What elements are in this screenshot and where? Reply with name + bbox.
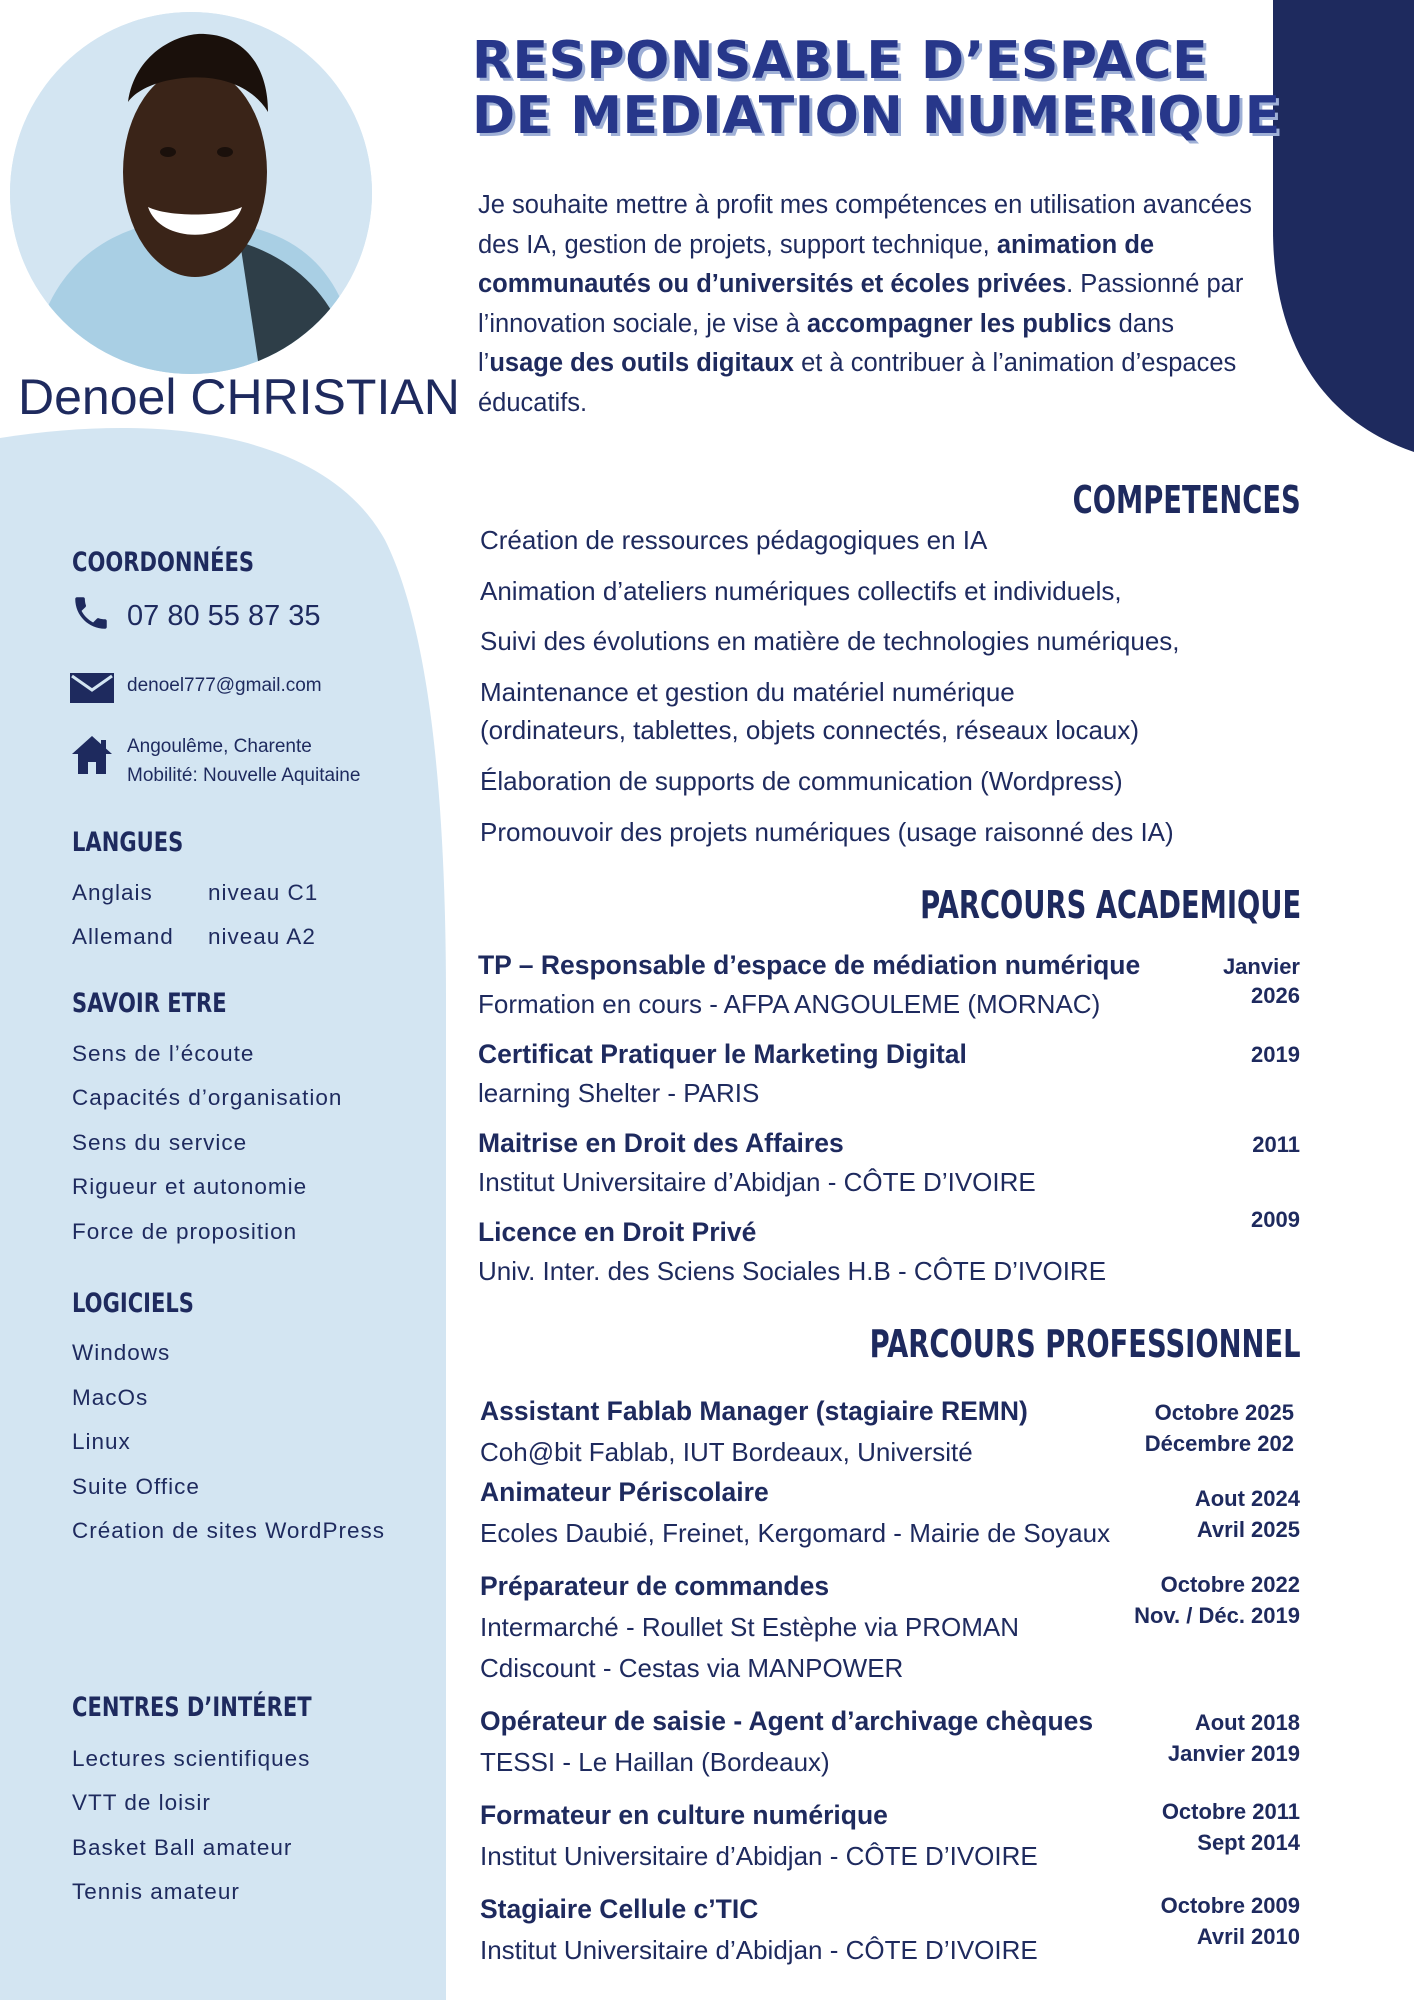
academic-entry-date: 2011 (1252, 1132, 1300, 1157)
job-employer: Intermarché - Roullet St Estèphe via PROMAN (480, 1612, 1019, 1642)
profile-photo (10, 12, 372, 374)
competences-heading: COMPETENCES (1072, 478, 1301, 522)
summary-emphasis: usage des outils digitaux (489, 349, 794, 377)
summary-text: et à contribuer à l’animation d’espaces éducatifs. (478, 349, 1237, 417)
job-dates (1162, 1796, 1300, 1858)
languages-heading: LANGUES (72, 827, 184, 858)
date-line: Aout 2024 (1194, 1486, 1300, 1511)
date-line: Octobre 2009 (1160, 1893, 1300, 1918)
software-item: Création de sites WordPress (72, 1518, 385, 1543)
soft-skill-item: Capacités d’organisation (72, 1085, 343, 1110)
job-dates (1195, 1483, 1300, 1545)
date-line: Aout 2018 (1194, 1710, 1300, 1735)
competence-item: Maintenance et gestion du matériel numérique (480, 677, 1015, 707)
academic-entry-date: 2019 (1251, 1042, 1300, 1067)
summary-emphasis: accompagner les publics (806, 309, 1112, 338)
language-level: niveau A2 (208, 924, 316, 949)
job-title: Préparateur de commandes (480, 1571, 830, 1601)
email-address[interactable]: denoel777@gmail.com (127, 675, 322, 696)
avatar-illustration (10, 12, 372, 374)
corner-accent (1273, 0, 1414, 452)
soft-skill-item: Sens du service (72, 1130, 248, 1155)
job-employer: Institut Universitaire d’Abidjan - CÔTE D’IVOIRE (480, 1841, 1038, 1871)
mail-icon (70, 673, 114, 703)
academic-entry-date (1223, 952, 1300, 1010)
competence-item: (ordinateurs, tablettes, objets connectés, réseaux locaux) (480, 715, 1140, 745)
date-line: 2026 (1251, 983, 1300, 1008)
academic-entry-school: Institut Universitaire d’Abidjan - CÔTE D’IVOIRE (478, 1167, 1036, 1197)
summary-text: . Passionné par l’innovation sociale, je vise à (478, 270, 1244, 338)
competence-item: Animation d’ateliers numériques collectifs et individuels, (480, 576, 1122, 606)
academic-heading: PARCOURS ACADEMIQUE (919, 883, 1301, 927)
job-title: Assistant Fablab Manager (stagiaire REMN) (480, 1396, 1028, 1426)
software-item: Windows (72, 1340, 171, 1365)
academic-entry-title: Maitrise en Droit des Affaires (478, 1128, 844, 1158)
competence-item: Création de ressources pédagogiques en IA (480, 525, 988, 555)
address-city: Angoulême, Charente (127, 736, 312, 757)
date-line: Avril 2010 (1196, 1924, 1300, 1949)
title-line-2: DE MEDIATION NUMERIQUE (472, 86, 1281, 146)
job-dates (1145, 1397, 1294, 1459)
academic-entry-school: Formation en cours - AFPA ANGOULEME (MORNAC) (478, 989, 1101, 1019)
job-dates (1134, 1569, 1300, 1631)
interests-heading: CENTRES D’INTÉRET (72, 1692, 312, 1723)
job-title: Opérateur de saisie - Agent d’archivage chèques (480, 1706, 1094, 1736)
job-dates (1161, 1890, 1300, 1952)
competence-item: Promouvoir des projets numériques (usage raisonné des IA) (480, 817, 1174, 847)
academic-entry-school: Univ. Inter. des Sciens Sociales H.B - CÔTE D’IVOIRE (478, 1256, 1107, 1286)
interest-item: Basket Ball amateur (72, 1835, 293, 1860)
professional-heading: PARCOURS PROFESSIONNEL (870, 1322, 1301, 1366)
language-name: Allemand (72, 924, 174, 949)
academic-entry-date: 2009 (1251, 1207, 1300, 1232)
date-line: Sept 2014 (1197, 1830, 1300, 1855)
soft-skill-item: Sens de l’écoute (72, 1041, 255, 1066)
profile-summary (478, 186, 1258, 423)
job-employer: Ecoles Daubié, Freinet, Kergomard - Mairie de Soyaux (480, 1518, 1111, 1548)
profile-name: Denoel CHRISTIAN (18, 369, 460, 425)
job-employer: Institut Universitaire d’Abidjan - CÔTE D’IVOIRE (480, 1935, 1038, 1965)
interest-item: Lectures scientifiques (72, 1746, 311, 1771)
job-title: Stagiaire Cellule c’TIC (480, 1894, 759, 1924)
job-employer: TESSI - Le Haillan (Bordeaux) (480, 1747, 830, 1777)
date-line: Décembre 202 (1144, 1431, 1294, 1456)
home-icon (70, 734, 114, 776)
language-level: niveau C1 (208, 880, 319, 905)
soft-skill-item: Force de proposition (72, 1219, 298, 1244)
software-item: MacOs (72, 1385, 149, 1410)
date-line: Janvier 2019 (1167, 1741, 1300, 1766)
competence-item: Élaboration de supports de communication (Wordpress) (480, 766, 1123, 796)
summary-text: dans l’ (478, 309, 1174, 377)
job-employer: Cdiscount - Cestas via MANPOWER (480, 1653, 904, 1683)
address-mobility: Mobilité: Nouvelle Aquitaine (127, 765, 361, 786)
job-title: Formateur en culture numérique (480, 1800, 888, 1830)
date-line: Octobre 2022 (1160, 1572, 1300, 1597)
job-dates (1168, 1707, 1300, 1769)
date-line: Janvier (1222, 954, 1300, 979)
software-item: Linux (72, 1429, 131, 1454)
date-line: Avril 2025 (1196, 1517, 1300, 1542)
academic-entry-title: Licence en Droit Privé (478, 1217, 757, 1247)
academic-entry-title: TP – Responsable d’espace de médiation numérique (478, 950, 1141, 980)
soft-skill-item: Rigueur et autonomie (72, 1174, 308, 1199)
interest-item: VTT de loisir (72, 1790, 211, 1815)
academic-entry-title: Certificat Pratiquer le Marketing Digital (478, 1039, 967, 1069)
summary-emphasis: animation de communautés ou d’universités et écoles privées (478, 230, 1155, 298)
phone-icon (70, 592, 112, 634)
page-title (472, 31, 1281, 146)
contact-heading: COORDONNÉES (72, 547, 255, 578)
language-name: Anglais (72, 880, 153, 905)
interest-item: Tennis amateur (72, 1879, 240, 1904)
soft-skills-heading: SAVOIR ETRE (72, 988, 227, 1019)
job-title: Animateur Périscolaire (480, 1477, 769, 1507)
academic-entry-school: learning Shelter - PARIS (478, 1078, 760, 1108)
title-line-1: RESPONSABLE D’ESPACE (472, 31, 1209, 91)
summary-text: Je souhaite mettre à profit mes compétences en utilisation avancées des IA, gestion de projets, support technique, (478, 191, 1252, 259)
phone-number[interactable]: 07 80 55 87 35 (127, 600, 321, 632)
job-employer: Coh@bit Fablab, IUT Bordeaux, Université (480, 1437, 973, 1467)
software-heading: LOGICIELS (72, 1288, 194, 1319)
software-item: Suite Office (72, 1474, 200, 1499)
competence-item: Suivi des évolutions en matière de technologies numériques, (480, 626, 1180, 656)
date-line: Octobre 2011 (1161, 1799, 1300, 1824)
date-line: Nov. / Déc. 2019 (1134, 1603, 1300, 1628)
date-line: Octobre 2025 (1154, 1400, 1294, 1425)
